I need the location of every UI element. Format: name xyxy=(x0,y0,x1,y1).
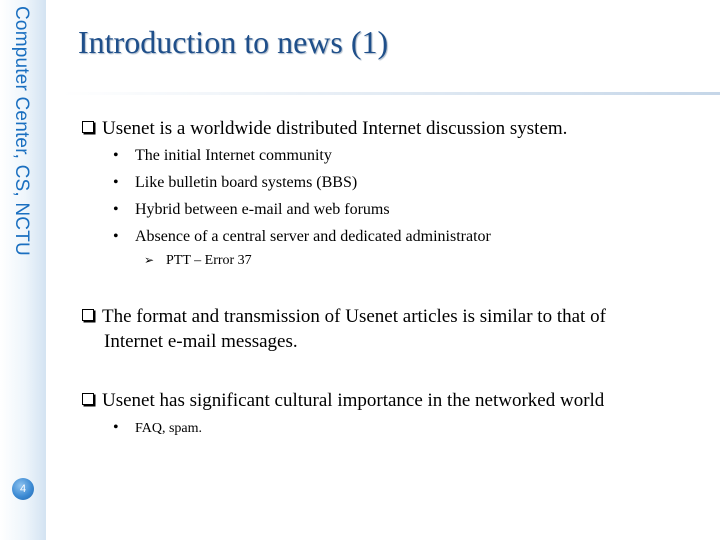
main-point-1 xyxy=(82,116,567,141)
bullet-text: FAQ, spam. xyxy=(135,421,203,436)
bullet-dot-icon: • xyxy=(113,419,119,436)
sidebar-label: Computer Center, CS, NCTU xyxy=(11,6,32,256)
bullet-dot-icon: • xyxy=(113,147,119,164)
main-point-text-continued: Internet e-mail messages. xyxy=(104,331,298,352)
bullet-item xyxy=(113,227,491,247)
bullet-text: The initial Internet community xyxy=(135,147,332,164)
bullet-item xyxy=(113,418,202,439)
bullet-dot-icon: • xyxy=(113,228,119,245)
checkbox-bullet-icon xyxy=(82,393,94,405)
title-divider xyxy=(62,92,720,95)
checkbox-bullet-icon xyxy=(82,121,94,133)
arrow-bullet-icon: ➢ xyxy=(144,253,155,267)
bullet-dot-icon: • xyxy=(113,174,119,191)
checkbox-bullet-icon xyxy=(82,309,94,321)
main-point-3 xyxy=(82,388,604,413)
bullet-text: Like bulletin board systems (BBS) xyxy=(135,174,358,191)
bullet-item xyxy=(113,173,357,193)
slide-title: Introduction to news (1) xyxy=(78,24,389,60)
bullet-dot-icon: • xyxy=(113,201,119,218)
bullet-text: Absence of a central server and dedicated administrator xyxy=(135,228,491,245)
main-point-text: Usenet has significant cultural importance in the networked world xyxy=(102,390,605,411)
main-point-2 xyxy=(82,304,606,354)
bullet-text: Hybrid between e-mail and web forums xyxy=(135,201,390,218)
page-number-badge: 4 xyxy=(12,478,34,500)
sub-bullet-item xyxy=(144,253,252,269)
sub-bullet-text: PTT – Error 37 xyxy=(166,253,252,268)
bullet-item xyxy=(113,200,390,220)
main-point-text: The format and transmission of Usenet articles is similar to that of xyxy=(102,306,606,327)
main-point-text: Usenet is a worldwide distributed Internet discussion system. xyxy=(102,118,568,139)
bullet-item xyxy=(113,146,332,166)
sidebar xyxy=(0,0,46,540)
